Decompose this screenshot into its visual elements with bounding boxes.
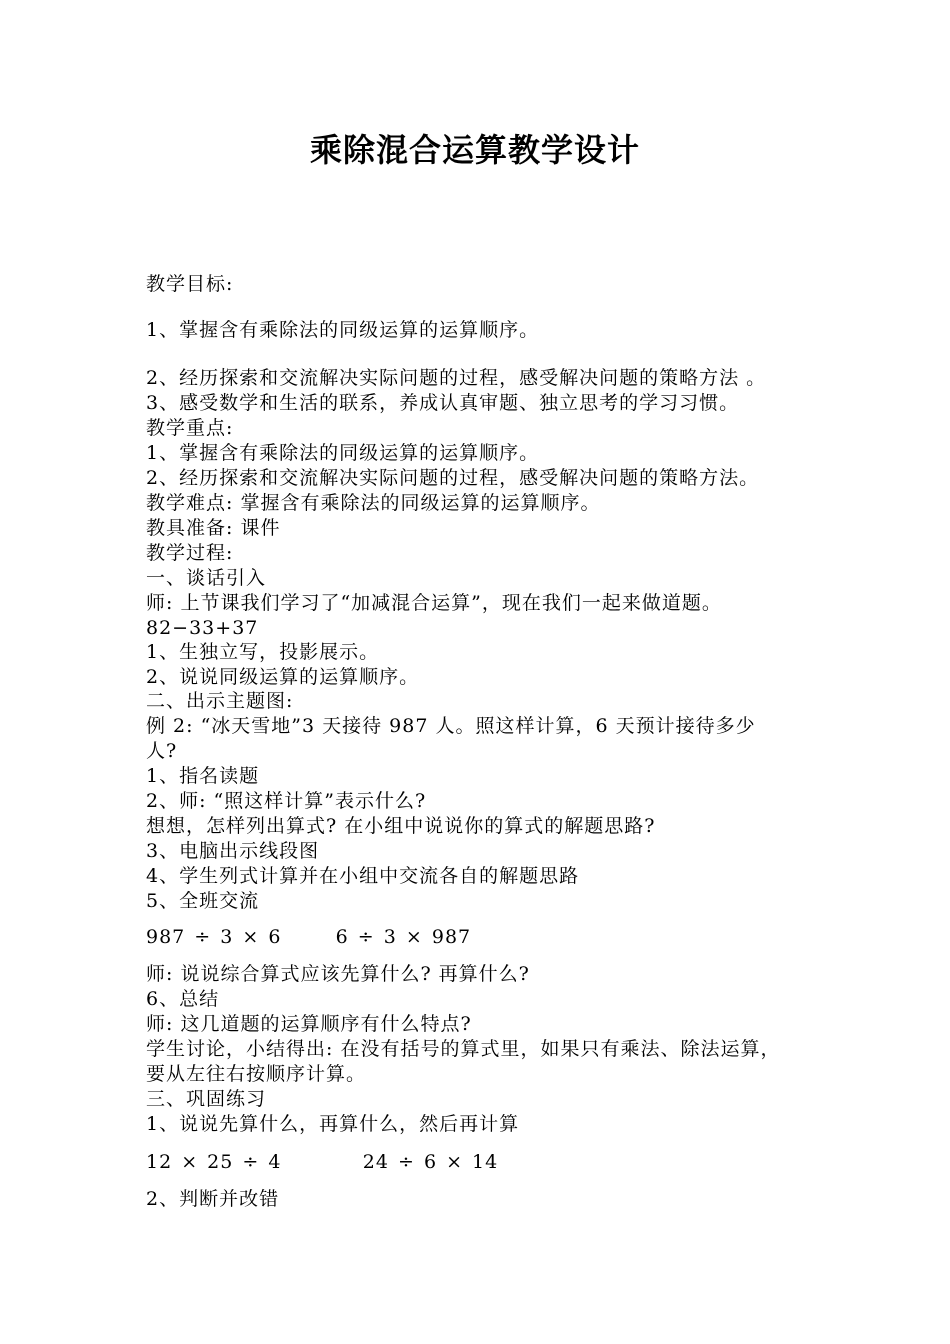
page-title: 乘除混合运算教学设计 <box>309 131 640 169</box>
teacher-intro-line: 师: 上节课我们学习了“加减混合运算”，现在我们一起来做道题。 <box>146 592 722 614</box>
activity-2: 2、师: “照这样计算”表示什么? <box>146 790 427 812</box>
example-expressions: 987 ÷ 3 × 6 6 ÷ 3 × 987 <box>146 926 472 948</box>
student-conclusion-continued: 要从左往右按顺序计算。 <box>146 1063 367 1085</box>
difficult-point: 教学难点: 掌握含有乘除法的同级运算的运算顺序。 <box>146 492 601 514</box>
activity-1: 1、指名读题 <box>146 765 260 787</box>
key-point-1: 1、掌握含有乘除法的同级运算的运算顺序。 <box>146 442 540 464</box>
exercise-2: 2、判断并改错 <box>146 1188 280 1210</box>
example-problem-continued: 人? <box>146 740 178 762</box>
step-one-heading: 一、谈话引入 <box>146 567 267 589</box>
key-point-2: 2、经历探索和交流解决实际问题的过程，感受解决问题的策略方法。 <box>146 467 760 489</box>
teacher-question: 师: 说说综合算式应该先算什么? 再算什么? <box>146 963 530 985</box>
activity-5: 5、全班交流 <box>146 890 260 912</box>
exercise-1: 1、说说先算什么，再算什么，然后再计算 <box>146 1113 520 1135</box>
warmup-item-1: 1、生独立写，投影展示。 <box>146 641 380 663</box>
warmup-expression: 82−33+37 <box>146 617 259 639</box>
student-conclusion: 学生讨论，小结得出: 在没有括号的算式里，如果只有乘法、除法运算， <box>146 1038 781 1060</box>
objective-2: 2、经历探索和交流解决实际问题的过程，感受解决问题的策略方法 。 <box>146 367 767 389</box>
teacher-summary-question: 师: 这几道题的运算顺序有什么特点? <box>146 1013 472 1035</box>
section-heading-objectives: 教学目标: <box>146 273 234 295</box>
section-heading-process: 教学过程: <box>146 542 234 564</box>
activity-2-question: 想想，怎样列出算式? 在小组中说说你的算式的解题思路? <box>146 815 656 837</box>
exercise-expressions: 12 × 25 ÷ 4 24 ÷ 6 × 14 <box>146 1151 499 1173</box>
step-two-heading: 二、出示主题图: <box>146 690 294 712</box>
section-heading-key-points: 教学重点: <box>146 417 234 439</box>
step-three-heading: 三、巩固练习 <box>146 1088 267 1110</box>
objective-3: 3、感受数学和生活的联系，养成认真审题、独立思考的学习习惯。 <box>146 392 740 414</box>
activity-3: 3、电脑出示线段图 <box>146 840 320 862</box>
activity-4: 4、学生列式计算并在小组中交流各自的解题思路 <box>146 865 580 887</box>
teaching-aids: 教具准备: 课件 <box>146 517 281 539</box>
example-problem: 例 2: “冰天雪地”3 天接待 987 人。照这样计算，6 天预计接待多少 <box>146 715 756 737</box>
warmup-item-2: 2、说说同级运算的运算顺序。 <box>146 666 420 688</box>
objective-1: 1、掌握含有乘除法的同级运算的运算顺序。 <box>146 319 540 341</box>
activity-6: 6、总结 <box>146 988 220 1010</box>
